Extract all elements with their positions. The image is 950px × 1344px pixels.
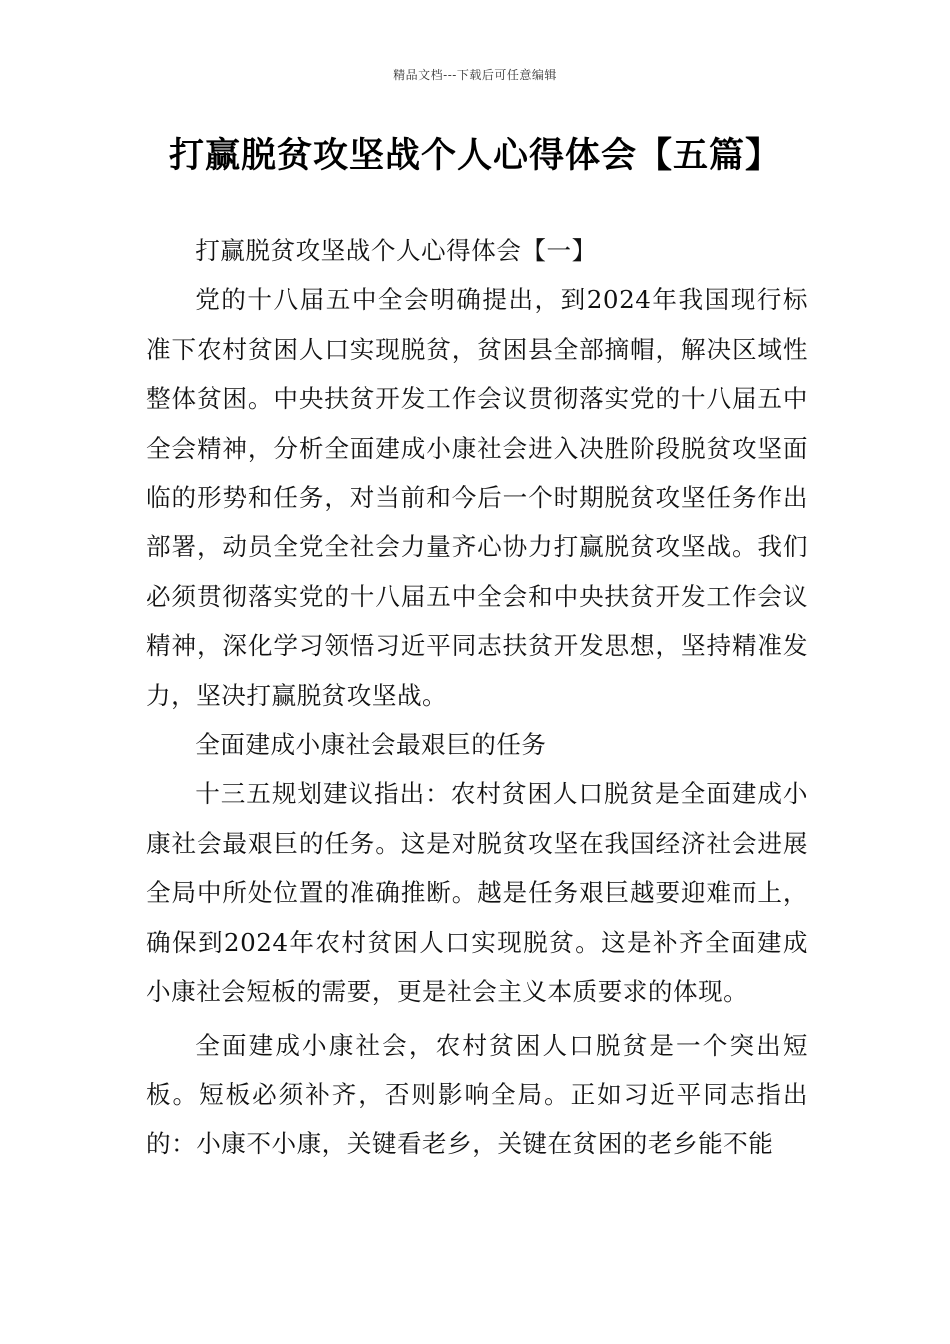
- header-note: 精品文档---下载后可任意编辑: [393, 68, 557, 82]
- document-body: [146, 226, 808, 1169]
- body-paragraph: 十三五规划建议指出：农村贫困人口脱贫是全面建成小康社会最艰巨的任务。这是对脱贫攻坚在我国经济社会进展全局中所处位置的准确推断。越是任务艰巨越要迎难而上，确保到2024年农村贫困人口实现脱贫。这是补齐全面建成小康社会短板的需要，更是社会主义本质要求的体现。: [146, 779, 808, 1007]
- body-paragraph: 党的十八届五中全会明确提出，到2024年我国现行标准下农村贫困人口实现脱贫，贫困县全部摘帽，解决区域性整体贫困。中央扶贫开发工作会议贯彻落实党的十八届五中全会精神，分析全面建成小康社会进入决胜阶段脱贫攻坚面临的形势和任务，对当前和今后一个时期脱贫攻坚任务作出部署，动员全党全社会力量齐心协力打赢脱贫攻坚战。我们必须贯彻落实党的十八届五中全会和中央扶贫开发工作会议精神，深化学习领悟习近平同志扶贫开发思想，坚持精准发力，坚决打赢脱贫攻坚战。: [146, 285, 808, 710]
- section-subheading: 全面建成小康社会最艰巨的任务: [195, 730, 547, 760]
- body-paragraph: 全面建成小康社会，农村贫困人口脱贫是一个突出短板。短板必须补齐，否则影响全局。正如习近平同志指出的：小康不小康，关键看老乡，关键在贫困的老乡能不能: [146, 1030, 808, 1159]
- section-heading-one: 打赢脱贫攻坚战个人心得体会【一】: [195, 236, 597, 265]
- document-title: 打赢脱贫攻坚战个人心得体会【五篇】: [168, 135, 781, 176]
